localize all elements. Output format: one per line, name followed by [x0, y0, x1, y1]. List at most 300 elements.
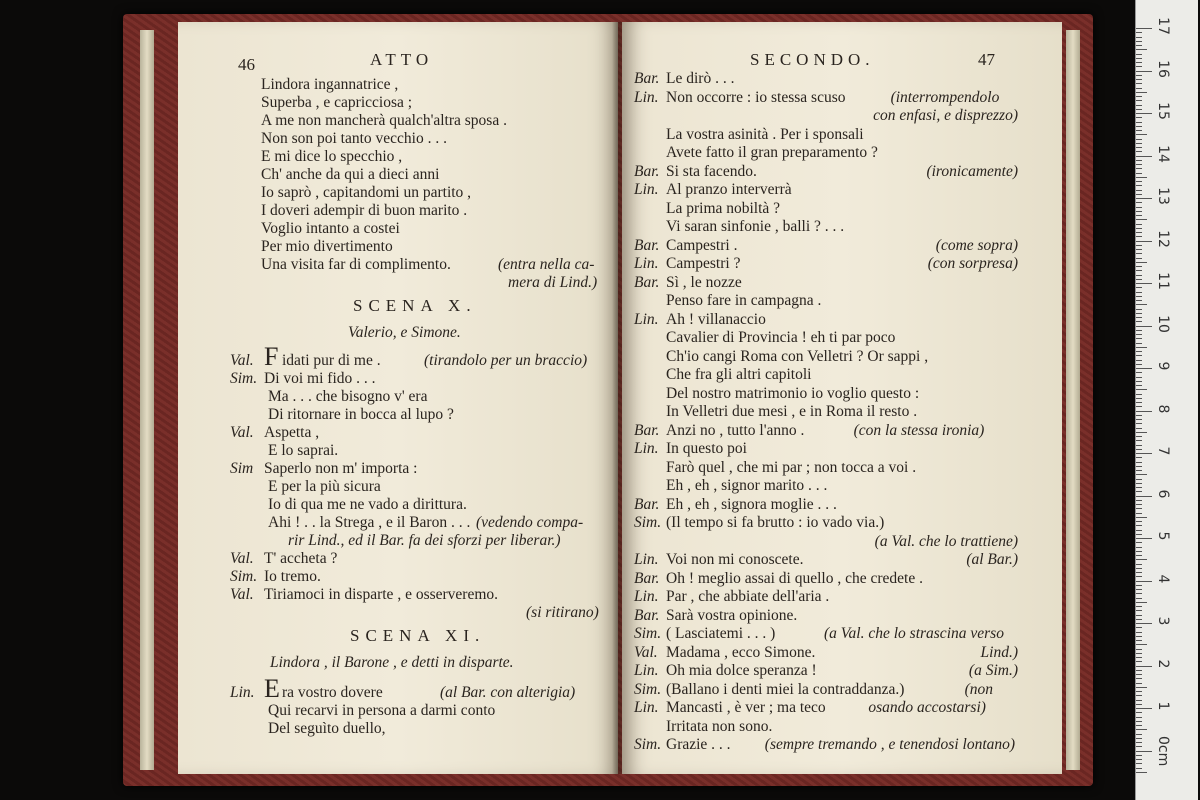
dialogue: Penso fare in campagna . [666, 292, 822, 309]
ruler-tick [1136, 207, 1142, 208]
dialogue: Farò quel , che mi par ; non tocca a voi . [666, 458, 917, 476]
dialogue: idati pur di me . [282, 352, 381, 369]
speaker: Val. [230, 550, 254, 567]
dialogue: Saperlo non m' importa : [264, 460, 418, 477]
ruler-tick [1136, 266, 1142, 267]
ruler-tick [1136, 394, 1142, 395]
speaker: Lin. [634, 699, 659, 716]
ruler-tick [1136, 96, 1142, 97]
dialogue: Oh ! meglio assai di quello , che credete . [666, 569, 923, 587]
ruler-tick [1136, 105, 1142, 106]
ruler-tick [1136, 636, 1142, 637]
ruler-tick [1136, 768, 1142, 769]
ruler-tick [1136, 504, 1142, 505]
ruler-tick [1136, 483, 1142, 484]
ruler-tick [1136, 326, 1152, 327]
ruler-tick [1136, 428, 1142, 429]
speaker: Lin. [634, 310, 659, 328]
ruler-tick [1136, 338, 1142, 339]
verse-line: I doveri adempir di buon marito . [261, 202, 468, 219]
verse-line: Superba , e capricciosa ; [261, 94, 413, 111]
ruler-tick [1136, 381, 1142, 382]
stage-direction: (si ritirano) [526, 604, 599, 621]
verse-line: Io saprò , capitandomi un partito , [261, 184, 472, 201]
stage-direction: (non [964, 680, 994, 698]
dialogue: Eh , eh , signora moglie . . . [666, 495, 837, 513]
ruler-tick [1136, 568, 1142, 569]
ruler-tick [1136, 270, 1142, 271]
dialogue: E lo saprai. [268, 442, 339, 459]
dialogue: Non occorre : io stessa scuso [666, 88, 846, 106]
stage-direction: (a Val. che lo trattiene) [874, 532, 1018, 550]
ruler-tick [1136, 674, 1142, 675]
dialogue: (Il tempo si fa brutto : io vado via.) [666, 514, 885, 531]
ruler-tick [1136, 364, 1142, 365]
ruler-tick [1136, 321, 1142, 322]
ruler-number: 13 [1155, 187, 1171, 205]
ruler-tick [1136, 746, 1142, 747]
ruler-tick [1136, 343, 1142, 344]
ruler-tick [1136, 602, 1147, 603]
ruler-tick [1136, 411, 1152, 412]
ruler-tick [1136, 627, 1142, 628]
ruler-tick [1136, 534, 1142, 535]
speaker: Bar. [634, 569, 660, 587]
ruler-tick [1136, 496, 1152, 497]
ruler-tick [1136, 83, 1142, 84]
ruler-number: 5 [1155, 531, 1171, 541]
ruler-tick [1136, 347, 1147, 348]
ruler-tick [1136, 423, 1142, 424]
ruler-tick [1136, 28, 1152, 29]
stage-direction: mera di Lind.) [508, 274, 598, 291]
speaker: Lin. [634, 551, 659, 568]
ruler-tick [1136, 292, 1142, 293]
ruler-tick [1136, 759, 1142, 760]
ruler-tick [1136, 313, 1142, 314]
drop-cap: E [264, 674, 280, 703]
ruler-tick [1136, 156, 1152, 157]
ruler-tick [1136, 670, 1142, 671]
ruler-tick [1136, 143, 1142, 144]
dialogue: Madama , ecco Simone. [666, 643, 816, 661]
speaker: Lin. [230, 684, 255, 701]
ruler-tick [1136, 334, 1142, 335]
ruler-tick [1136, 572, 1142, 573]
ruler-tick [1136, 542, 1142, 543]
ruler-tick [1136, 649, 1142, 650]
ruler-tick [1136, 406, 1142, 407]
ruler-tick [1136, 704, 1142, 705]
ruler-number: 8 [1155, 404, 1171, 413]
ruler-tick [1136, 164, 1142, 165]
dialogue: Sarà vostra opinione. [666, 606, 798, 624]
ruler-tick [1136, 593, 1142, 594]
dialogue: ( Lasciatemi . . . ) [666, 625, 776, 642]
speaker: Sim. [634, 514, 662, 531]
ruler-tick [1136, 45, 1142, 46]
ruler-tick [1136, 717, 1142, 718]
dialogue: Ma . . . che bisogno v' era [268, 388, 428, 405]
ruler-tick [1136, 109, 1142, 110]
dialogue: Aspetta , [264, 424, 320, 441]
dialogue: Io di qua me ne vado a dirittura. [268, 496, 467, 513]
stage-direction: (con sorpresa) [927, 255, 1018, 272]
ruler-number: 1 [1155, 701, 1171, 711]
ruler-tick [1136, 62, 1142, 63]
ruler-tick [1136, 691, 1142, 692]
ruler-tick [1136, 117, 1142, 118]
ruler-tick [1136, 287, 1142, 288]
ruler-tick [1136, 232, 1142, 233]
ruler-tick [1136, 173, 1142, 174]
ruler-tick [1136, 190, 1142, 191]
ruler-tick [1136, 92, 1147, 93]
ruler-number: 17 [1155, 17, 1171, 35]
running-head-right: SECONDO. [750, 50, 875, 69]
dialogue: E per la più sicura [268, 478, 381, 495]
ruler-tick [1136, 185, 1142, 186]
ruler-tick [1136, 661, 1142, 662]
ruler-tick [1136, 708, 1152, 709]
speaker: Bar. [634, 606, 660, 624]
dialogue: Io tremo. [264, 568, 321, 585]
ruler-tick [1136, 700, 1142, 701]
ruler-number: 14 [1155, 144, 1171, 163]
ruler-tick [1136, 606, 1142, 607]
ruler-tick [1136, 372, 1142, 373]
ruler-number: 16 [1155, 59, 1171, 78]
verse-line: Per mio divertimento [261, 238, 393, 255]
speaker: Bar. [634, 273, 660, 291]
ruler-tick [1136, 126, 1142, 127]
verse-line: Voglio intanto a costei [261, 220, 400, 237]
dialogue: In Velletri due mesi , e in Roma il resto . [666, 403, 918, 420]
ruler-tick [1136, 351, 1142, 352]
ruler-tick [1136, 202, 1142, 203]
ruler-tick [1136, 41, 1142, 42]
dialogue: Di ritornare in bocca al lupo ? [268, 406, 454, 423]
ruler-tick [1136, 177, 1147, 178]
ruler-tick [1136, 729, 1147, 730]
scene-cast: Lindora , il Barone , e detti in disparte. [270, 654, 514, 671]
ruler-tick [1136, 49, 1147, 50]
ruler-tick [1136, 695, 1142, 696]
dialogue: Sì , le nozze [666, 273, 742, 291]
ruler-tick [1136, 462, 1142, 463]
ruler-tick [1136, 389, 1147, 390]
ruler-tick [1136, 75, 1142, 76]
ruler-tick [1136, 283, 1152, 284]
ruler-number: 3 [1155, 616, 1171, 626]
ruler-tick [1136, 122, 1142, 123]
ruler-tick [1136, 402, 1142, 403]
dialogue: Grazie . . . [666, 736, 731, 753]
ruler-tick [1136, 500, 1142, 501]
ruler-tick [1136, 742, 1142, 743]
stage-direction: (ironicamente) [926, 162, 1018, 180]
dialogue: In questo poi [666, 440, 747, 457]
ruler-tick [1136, 666, 1152, 667]
ruler-number: 9 [1155, 361, 1171, 371]
dialogue: Avete fatto il gran preparamento ? [666, 144, 878, 161]
ruler-tick [1136, 508, 1142, 509]
scene-heading: SCENA X. [353, 296, 477, 315]
ruler-tick [1136, 678, 1142, 679]
ruler-tick [1136, 721, 1142, 722]
ruler-tick [1136, 355, 1142, 356]
ruler-tick [1136, 491, 1142, 492]
ruler-tick [1136, 385, 1142, 386]
ruler-tick [1136, 228, 1142, 229]
ruler-tick [1136, 317, 1142, 318]
ruler-number: 15 [1155, 102, 1171, 120]
ruler-tick [1136, 113, 1152, 114]
drop-cap: F [264, 342, 279, 371]
measuring-ruler [1135, 0, 1198, 800]
ruler-tick [1136, 763, 1142, 764]
stage-direction: osando accostarsi) [868, 699, 986, 716]
dialogue: Campestri ? [666, 255, 741, 272]
ruler-number: 10 [1155, 314, 1171, 333]
ruler-tick [1136, 71, 1152, 72]
ruler-tick [1136, 54, 1142, 55]
ruler-tick [1136, 398, 1142, 399]
ruler-tick [1136, 37, 1142, 38]
ruler-tick [1136, 619, 1142, 620]
dialogue: Voi non mi conoscete. [666, 551, 804, 568]
ruler-tick [1136, 513, 1142, 514]
ruler-number: 0cm [1155, 735, 1171, 766]
ruler-tick [1136, 589, 1142, 590]
stage-direction: con enfasi, e disprezzo) [873, 107, 1018, 124]
ruler-tick [1136, 474, 1147, 475]
speaker: Sim [230, 460, 254, 477]
page-edges-right [1066, 30, 1080, 770]
dialogue: Le dirò . . . [666, 70, 735, 87]
ruler-tick [1136, 151, 1142, 152]
stage-direction: (interrompendolo [890, 88, 1000, 106]
ruler-tick [1136, 755, 1142, 756]
scene-heading: SCENA XI. [350, 626, 486, 645]
ruler-tick [1136, 241, 1152, 242]
ruler-tick [1136, 419, 1142, 420]
left-page [178, 22, 618, 774]
ruler-tick [1136, 377, 1142, 378]
ruler-tick [1136, 453, 1152, 454]
ruler-number: 11 [1155, 272, 1171, 290]
ruler-tick [1136, 432, 1147, 433]
dialogue: Qui recarvi in persona a darmi conto [268, 702, 496, 719]
ruler-tick [1136, 623, 1152, 624]
speaker: Val. [230, 424, 254, 441]
ruler-tick [1136, 547, 1142, 548]
dialogue: Del seguìto duello, [268, 720, 386, 737]
ruler-tick [1136, 100, 1142, 101]
ruler-tick [1136, 436, 1142, 437]
ruler-tick [1136, 521, 1142, 522]
ruler-tick [1136, 181, 1142, 182]
ruler-tick [1136, 479, 1142, 480]
speaker: Val. [634, 643, 658, 661]
ruler-tick [1136, 134, 1147, 135]
stage-direction: Lind.) [980, 643, 1018, 661]
ruler-tick [1136, 610, 1142, 611]
ruler-number: 7 [1155, 446, 1171, 456]
ruler-tick [1136, 249, 1142, 250]
dialogue: ra vostro dovere [282, 684, 383, 701]
dialogue: La vostra asinità . Per i sponsali [666, 125, 864, 143]
stage-direction: (come sopra) [935, 236, 1018, 254]
right-page [622, 22, 1062, 774]
stage-direction: (con la stessa ironia) [853, 421, 985, 439]
ruler-tick [1136, 130, 1142, 131]
page-number-left: 46 [238, 55, 255, 74]
stage-direction: (al Bar.) [966, 551, 1018, 568]
speaker: Sim. [230, 568, 258, 585]
ruler-tick [1136, 445, 1142, 446]
ruler-tick [1136, 275, 1142, 276]
ruler-tick [1136, 772, 1147, 773]
ruler-tick [1136, 738, 1142, 739]
ruler-tick [1136, 219, 1147, 220]
ruler-tick [1136, 449, 1142, 450]
ruler-tick [1136, 147, 1142, 148]
dialogue: Eh , eh , signor marito . . . [666, 477, 828, 494]
ruler-tick [1136, 487, 1142, 488]
ruler-tick [1136, 632, 1142, 633]
running-head-left: ATTO [370, 50, 434, 69]
stage-direction: (a Val. che lo strascina verso [824, 625, 1004, 642]
ruler-tick [1136, 615, 1142, 616]
ruler-tick [1136, 585, 1142, 586]
dialogue: Al pranzo interverrà [666, 181, 792, 198]
speaker: Val. [230, 352, 254, 369]
ruler-tick [1136, 160, 1142, 161]
ruler-tick [1136, 58, 1142, 59]
ruler-tick [1136, 194, 1142, 195]
ruler-tick [1136, 559, 1147, 560]
ruler-tick [1136, 330, 1142, 331]
ruler-tick [1136, 576, 1142, 577]
dialogue: Di voi mi fido . . . [264, 370, 376, 387]
dialogue: T' accheta ? [264, 550, 338, 567]
speaker: Val. [230, 586, 254, 603]
verse-line: Una visita far di complimento. [261, 256, 451, 273]
ruler-tick [1136, 245, 1142, 246]
dialogue: Par , che abbiate dell'aria . [666, 588, 830, 605]
dialogue: Ah ! villanaccio [666, 310, 766, 328]
ruler-tick [1136, 304, 1147, 305]
stage-direction: (al Bar. con alterigia) [440, 684, 576, 701]
dialogue: Che fra gli altri capitoli [666, 366, 812, 383]
ruler-tick [1136, 279, 1142, 280]
ruler-tick [1136, 644, 1147, 645]
ruler-tick [1136, 555, 1142, 556]
stage-direction: (tirandolo per un braccio) [424, 352, 588, 369]
stage-direction: (vedendo compa- [476, 514, 584, 531]
ruler-tick [1136, 79, 1142, 80]
ruler-tick [1136, 258, 1142, 259]
speaker: Bar. [634, 236, 660, 254]
ruler-tick [1136, 517, 1147, 518]
ruler-tick [1136, 360, 1142, 361]
dialogue: Anzi no , tutto l'anno . [666, 421, 805, 439]
speaker: Bar. [634, 421, 660, 439]
ruler-tick [1136, 683, 1142, 684]
speaker: Lin. [634, 588, 659, 605]
ruler-tick [1136, 262, 1147, 263]
speaker: Sim. [634, 625, 662, 642]
ruler-tick [1136, 368, 1152, 369]
speaker: Sim. [634, 680, 662, 698]
speaker: Bar. [634, 70, 660, 87]
ruler-tick [1136, 168, 1142, 169]
verse-line: A me non mancherà qualch'altra sposa . [261, 112, 507, 129]
speaker: Lin. [634, 181, 659, 198]
ruler-tick [1136, 466, 1142, 467]
ruler-tick [1136, 211, 1142, 212]
ruler-tick [1136, 712, 1142, 713]
ruler-number: 6 [1155, 489, 1171, 498]
stage-direction: (entra nella ca- [498, 256, 595, 273]
ruler-tick [1136, 236, 1142, 237]
ruler-tick [1136, 253, 1142, 254]
ruler-number: 4 [1155, 574, 1171, 583]
dialogue: Campestri . [666, 236, 738, 254]
dialogue: Si sta facendo. [666, 162, 757, 180]
verse-line: Non son poi tanto vecchio . . . [261, 130, 447, 147]
dialogue: Oh mia dolce speranza ! [666, 662, 817, 679]
ruler-tick [1136, 309, 1142, 310]
ruler-tick [1136, 139, 1142, 140]
ruler-tick [1136, 687, 1147, 688]
dialogue: Irritata non sono. [666, 717, 773, 735]
ruler-tick [1136, 296, 1142, 297]
ruler-tick [1136, 657, 1142, 658]
stage-direction: (sempre tremando , e tenendosi lontano) [764, 736, 1016, 753]
speaker: Lin. [634, 88, 659, 106]
ruler-tick [1136, 538, 1152, 539]
ruler-tick [1136, 751, 1152, 752]
speaker: Lin. [634, 440, 659, 457]
scene-cast: Valerio, e Simone. [348, 324, 461, 341]
ruler-tick [1136, 725, 1142, 726]
ruler-tick [1136, 581, 1152, 582]
ruler-tick [1136, 470, 1142, 471]
dialogue: (Ballano i denti miei la contraddanza.) [666, 680, 905, 698]
speaker: Sim. [634, 736, 662, 753]
ruler-tick [1136, 300, 1142, 301]
speaker: Bar. [634, 495, 660, 513]
dialogue: Mancasti , è ver ; ma teco [666, 699, 826, 716]
ruler-number: 2 [1155, 659, 1171, 668]
dialogue: Ahi ! . . la Strega , e il Baron . . . [268, 514, 471, 531]
ruler-tick [1136, 198, 1152, 199]
verse-line: Ch' anche da qui a dieci anni [261, 166, 440, 183]
dialogue: Vi saran sinfonie , balli ? . . . [666, 218, 845, 235]
ruler-tick [1136, 525, 1142, 526]
ruler-tick [1136, 224, 1142, 225]
dialogue: Cavalier di Provincia ! eh ti par poco [666, 329, 896, 346]
speaker: Sim. [230, 370, 258, 387]
dialogue: Tiriamoci in disparte , e osserveremo. [264, 586, 499, 603]
speaker: Bar. [634, 162, 660, 180]
page-edges-left [140, 30, 154, 770]
ruler-tick [1136, 415, 1142, 416]
stage-direction: (a Sim.) [968, 662, 1018, 679]
dialogue: La prima nobiltà ? [666, 199, 781, 217]
